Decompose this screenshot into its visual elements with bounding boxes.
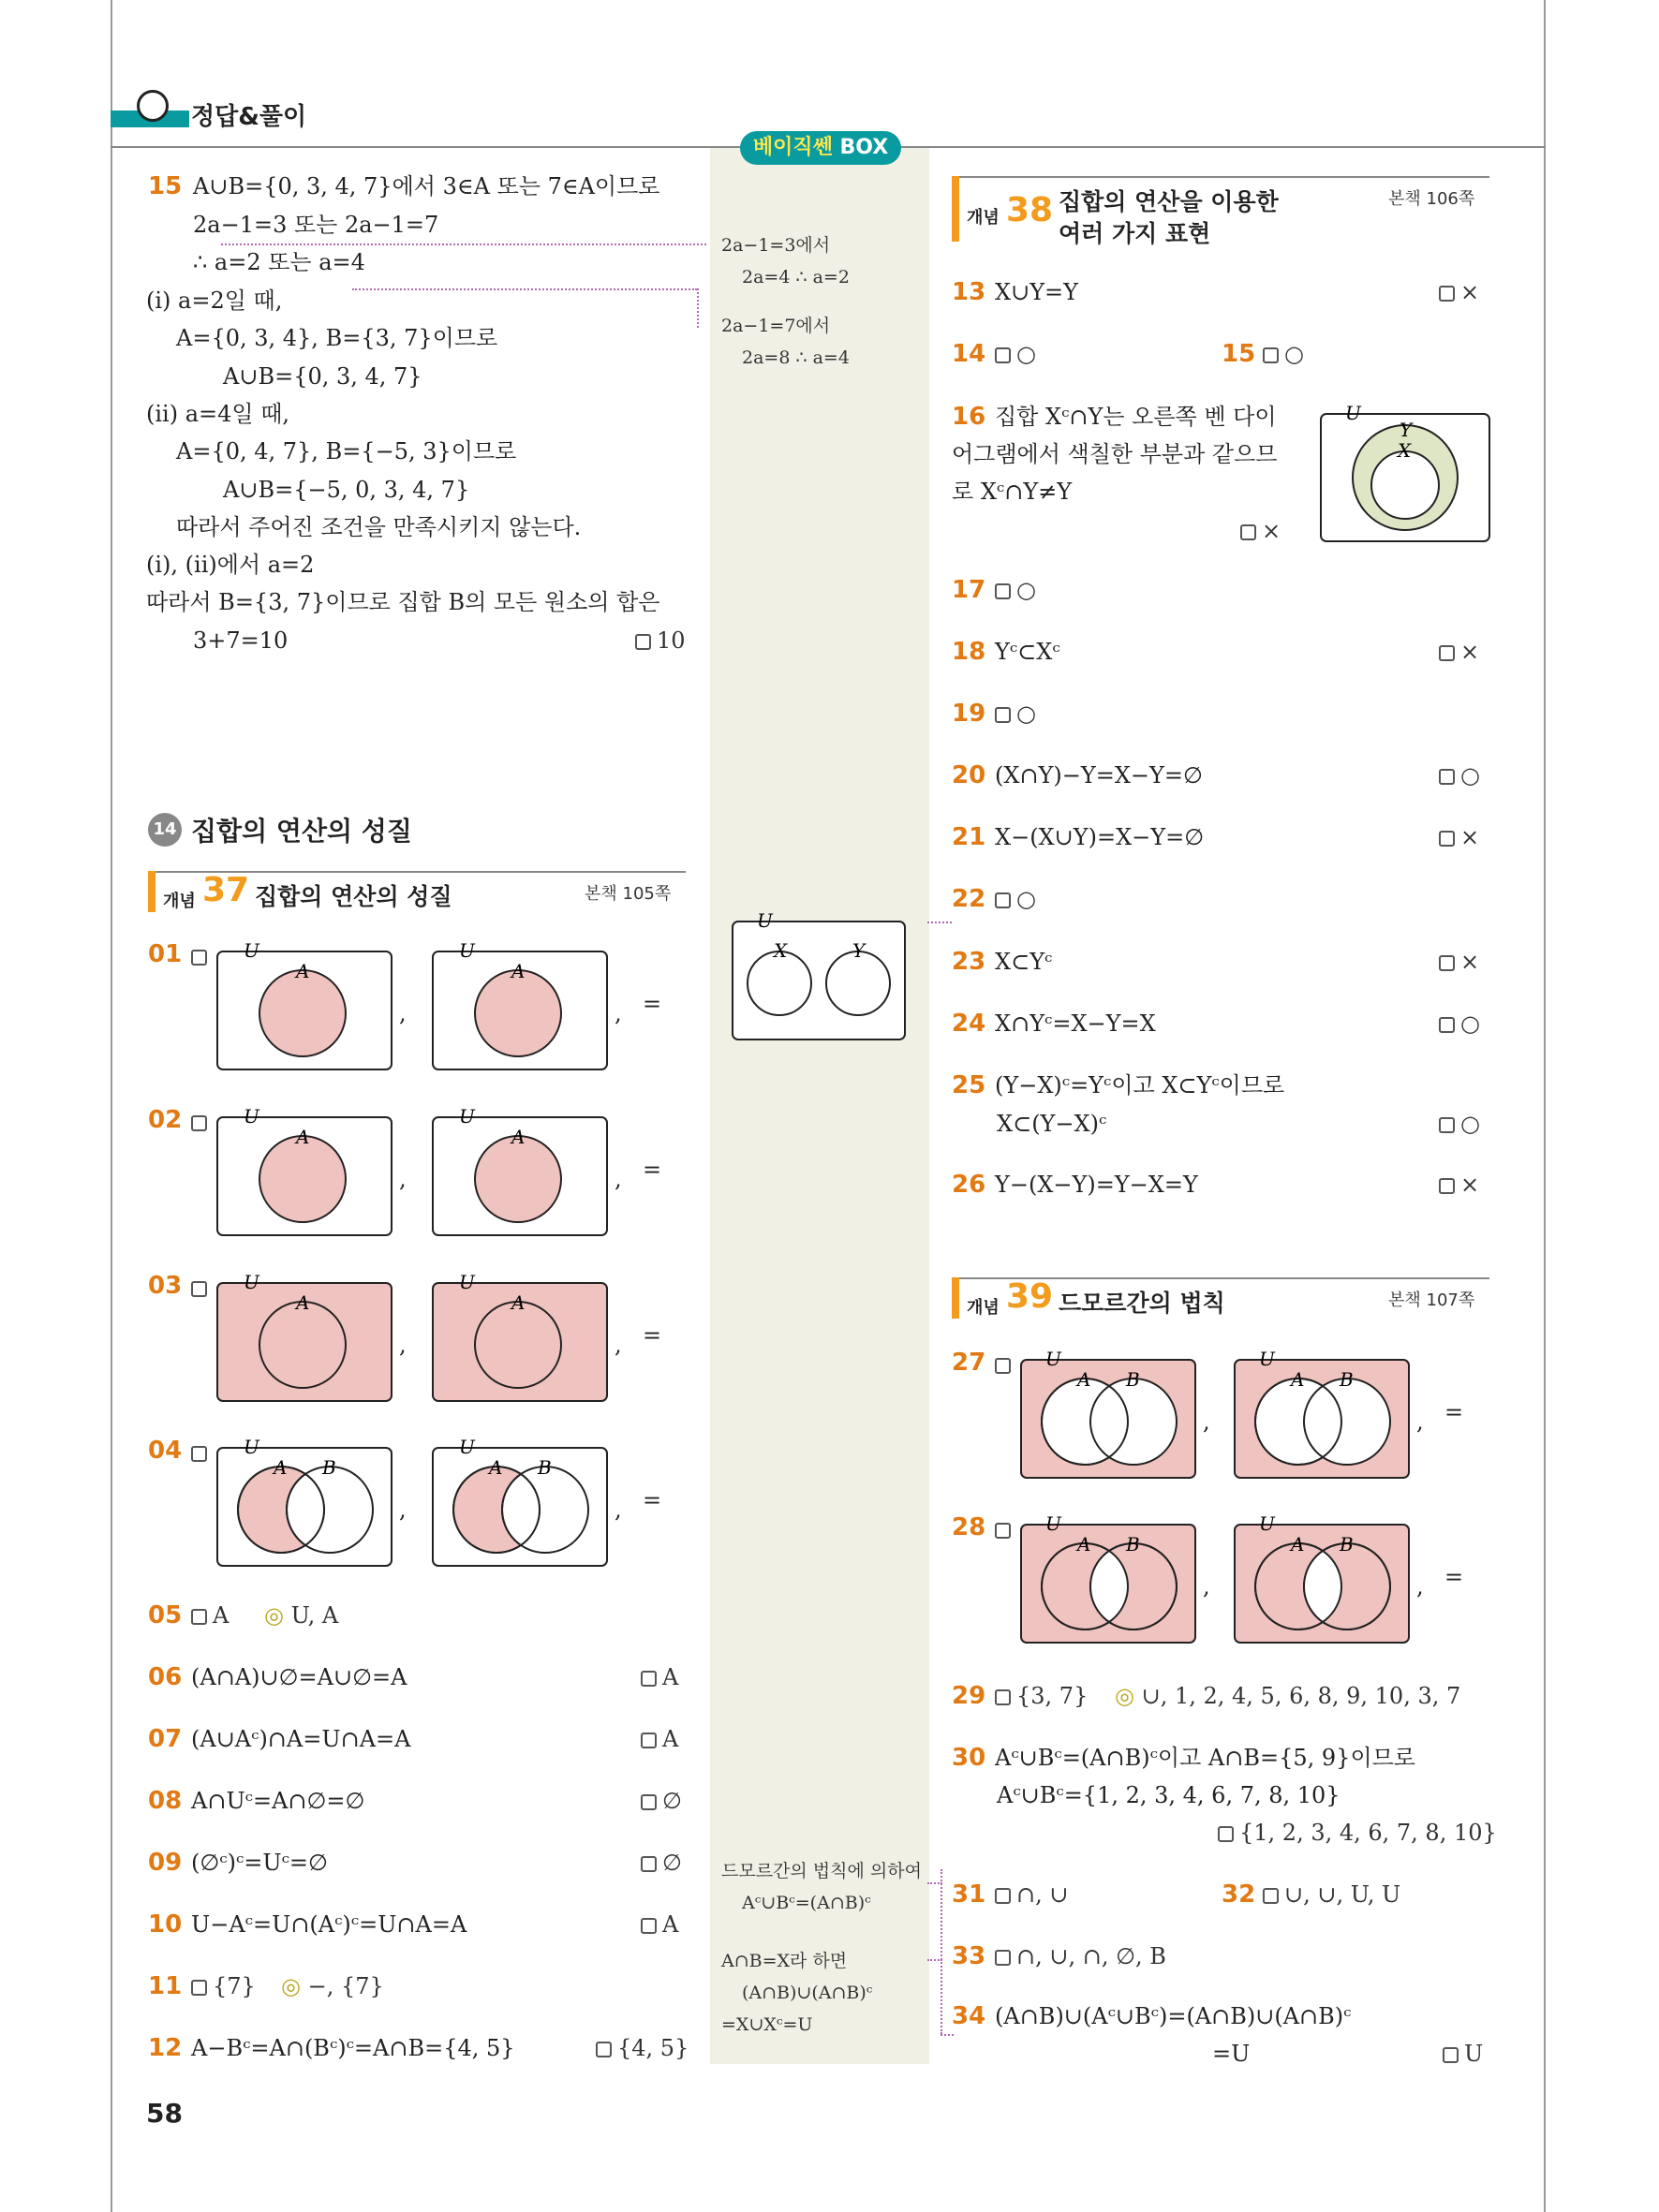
problem-number: 02 bbox=[148, 1106, 183, 1134]
venn-27-left bbox=[1021, 1348, 1195, 1478]
box-note: 2a=4 ∴ a=2 bbox=[742, 267, 850, 288]
answer bbox=[995, 340, 1036, 368]
venn-27-right bbox=[1235, 1348, 1409, 1478]
answer-text: {1, 2, 3, 4, 6, 7, 8, 10} bbox=[1239, 1820, 1497, 1846]
solution-line: A={0, 3, 4}, B={3, 7}이므로 bbox=[176, 325, 498, 351]
answer bbox=[191, 1972, 256, 2000]
solution-line: Aᶜ∪Bᶜ={1, 2, 3, 4, 6, 7, 8, 10} bbox=[997, 1782, 1341, 1808]
answer-icon bbox=[641, 1794, 657, 1810]
answer-icon bbox=[641, 1856, 657, 1872]
box-note: 드모르간의 법칙에 의하여 bbox=[721, 1861, 922, 1881]
answer-icon-holder bbox=[995, 1350, 1016, 1379]
comma: , bbox=[615, 1497, 622, 1523]
venn-label: U bbox=[244, 1436, 259, 1458]
answer-text: ∅ bbox=[662, 1850, 682, 1876]
solution-line: (ii) a=4일 때, bbox=[146, 401, 290, 427]
box-label-text: 베이직쎈 bbox=[752, 136, 833, 159]
concept-label: 개념 bbox=[163, 892, 196, 911]
answer bbox=[1439, 1171, 1479, 1199]
box-note: =X∪Xᶜ=U bbox=[721, 2014, 813, 2035]
venn-label: A bbox=[296, 1126, 310, 1148]
problem-number: 33 bbox=[952, 1942, 986, 1970]
target-text: U, A bbox=[290, 1602, 339, 1629]
solution-line: Yᶜ⊂Xᶜ bbox=[995, 639, 1060, 665]
answer bbox=[1439, 638, 1479, 666]
concept-bar bbox=[952, 176, 959, 242]
venn-label: A bbox=[1291, 1368, 1305, 1391]
answer-text: ○ bbox=[1016, 577, 1036, 603]
answer-icon bbox=[641, 1918, 657, 1934]
answer-text: × bbox=[1460, 279, 1480, 305]
solution-line: A∪B={−5, 0, 3, 4, 7} bbox=[223, 477, 470, 503]
answer-text: {4, 5} bbox=[617, 2035, 689, 2061]
answer bbox=[641, 1849, 682, 1877]
problem-number: 12 bbox=[148, 2034, 183, 2062]
solution-line: (X∩Y)−Y=X−Y=∅ bbox=[995, 762, 1203, 789]
answer-text: ∩, ∪ bbox=[1016, 1881, 1069, 1908]
venn-04-right bbox=[433, 1436, 607, 1566]
solution-line: X−(X∪Y)=X−Y=∅ bbox=[995, 824, 1205, 850]
target-icon: ◎ bbox=[264, 1602, 284, 1629]
answer bbox=[1439, 278, 1479, 306]
answer-icon bbox=[641, 1733, 657, 1748]
target-answer bbox=[1115, 1682, 1460, 1710]
answer-icon-holder bbox=[191, 942, 213, 970]
answer bbox=[1439, 948, 1479, 976]
venn-label: A bbox=[296, 1291, 310, 1314]
answer bbox=[641, 1663, 678, 1691]
comma: , bbox=[615, 1000, 622, 1026]
venn-label: U bbox=[244, 1105, 259, 1128]
concept-number: 37 bbox=[202, 871, 250, 909]
solution-line: X∩Yᶜ=X−Y=X bbox=[995, 1010, 1156, 1037]
answer-text: ○ bbox=[1016, 700, 1036, 727]
solution-line: Aᶜ∪Bᶜ=(A∩B)ᶜ이고 A∩B={5, 9}이므로 bbox=[995, 1745, 1415, 1771]
answer bbox=[1443, 2040, 1483, 2068]
concept-title: 여러 가지 표현 bbox=[1059, 220, 1211, 247]
problem-number: 06 bbox=[148, 1663, 183, 1691]
problem-number: 32 bbox=[1222, 1880, 1256, 1909]
answer-icon bbox=[995, 707, 1011, 723]
equals: = bbox=[643, 1157, 662, 1183]
answer-icon bbox=[1439, 1117, 1455, 1133]
box-label-box: BOX bbox=[839, 136, 889, 159]
answer-icon bbox=[191, 1609, 207, 1625]
answer-icon bbox=[995, 1888, 1011, 1904]
answer-text: ○ bbox=[1460, 762, 1480, 789]
problem-number: 13 bbox=[952, 278, 986, 306]
solution-line: X⊂Yᶜ bbox=[995, 949, 1053, 975]
answer-icon bbox=[995, 1689, 1011, 1705]
venn-label: U bbox=[459, 1105, 475, 1128]
answer-icon-holder bbox=[191, 1274, 213, 1302]
answer-icon-holder bbox=[995, 1515, 1016, 1543]
box-note: 2a−1=3에서 bbox=[721, 235, 831, 256]
problem-number: 03 bbox=[148, 1272, 183, 1300]
answer-icon-holder bbox=[191, 1438, 213, 1467]
venn-01-right bbox=[433, 939, 607, 1069]
target-answer bbox=[281, 1972, 384, 2000]
answer-icon bbox=[1439, 645, 1455, 661]
venn-02-right bbox=[433, 1105, 607, 1235]
problem-number: 15 bbox=[1222, 340, 1256, 368]
venn-label: B bbox=[1340, 1533, 1354, 1556]
solution-line: A={0, 4, 7}, B={−5, 3}이므로 bbox=[176, 438, 517, 465]
answer bbox=[995, 1880, 1068, 1909]
answer-text: ∩, ∪, ∩, ∅, B bbox=[1016, 1943, 1166, 1969]
answer-icon-holder bbox=[191, 1108, 213, 1136]
problem-number: 34 bbox=[952, 2002, 986, 2030]
answer-icon bbox=[1439, 831, 1455, 847]
problem-number: 24 bbox=[952, 1010, 986, 1038]
answer-text: A bbox=[662, 1911, 679, 1938]
venn-label: B bbox=[322, 1456, 336, 1479]
solution-line: 따라서 주어진 조건을 만족시키지 않는다. bbox=[176, 514, 582, 540]
solution-line: A−Bᶜ=A∩(Bᶜ)ᶜ=A∩B={4, 5} bbox=[191, 2035, 515, 2061]
venn-label: U bbox=[1259, 1512, 1275, 1535]
answer bbox=[995, 576, 1036, 604]
comma: , bbox=[1416, 1573, 1424, 1600]
concept-title: 집합의 연산의 성질 bbox=[255, 883, 452, 910]
answer-icon bbox=[995, 583, 1011, 599]
solution-line: ∴ a=2 또는 a=4 bbox=[193, 249, 365, 275]
answer-text: × bbox=[1460, 824, 1480, 850]
answer-text: A bbox=[662, 1664, 679, 1690]
problem-number: 04 bbox=[148, 1437, 183, 1465]
equals: = bbox=[1444, 1399, 1464, 1425]
answer-icon bbox=[1439, 955, 1455, 971]
answer bbox=[641, 1725, 678, 1753]
venn-label: B bbox=[1126, 1368, 1140, 1391]
target-answer bbox=[264, 1601, 338, 1630]
answer-text: A bbox=[213, 1602, 230, 1629]
venn-label: B bbox=[538, 1456, 552, 1479]
venn-label: A bbox=[274, 1456, 288, 1479]
comma: , bbox=[1203, 1408, 1210, 1435]
comma: , bbox=[399, 1497, 407, 1523]
problem-number: 25 bbox=[952, 1071, 986, 1099]
solution-line: (A∩A)∪∅=A∪∅=A bbox=[191, 1664, 407, 1690]
connector-line bbox=[927, 1882, 942, 1884]
solution-line: X∪Y=Y bbox=[995, 279, 1078, 305]
venn-label: U bbox=[244, 939, 259, 962]
venn-label: X bbox=[1398, 439, 1412, 462]
book-reference: 본책 107쪽 bbox=[1388, 1290, 1475, 1310]
answer-text: 10 bbox=[657, 627, 686, 654]
solution-line: 따라서 B={3, 7}이므로 집합 B의 모든 원소의 합은 bbox=[146, 589, 660, 615]
solution-line: A∩Uᶜ=A∩∅=∅ bbox=[191, 1788, 365, 1814]
answer-text: ○ bbox=[1460, 1111, 1480, 1137]
venn-28-right bbox=[1235, 1512, 1409, 1643]
problem-number: 07 bbox=[148, 1725, 183, 1753]
problem-number: 27 bbox=[952, 1349, 986, 1377]
venn-label: U bbox=[1045, 1348, 1061, 1370]
concept-title: 집합의 연산을 이용한 bbox=[1059, 188, 1279, 215]
problem-number: 30 bbox=[952, 1744, 986, 1772]
answer bbox=[1263, 340, 1304, 368]
concept-rule bbox=[952, 176, 1489, 178]
answer-text: A bbox=[662, 1726, 679, 1752]
answer-text: × bbox=[1460, 1172, 1480, 1198]
solution-line: (A∩B)∪(Aᶜ∪Bᶜ)=(A∩B)∪(A∩B)ᶜ bbox=[995, 2003, 1352, 2029]
problem-number: 14 bbox=[952, 340, 986, 368]
concept-number: 38 bbox=[1006, 191, 1054, 229]
comma: , bbox=[615, 1166, 622, 1192]
venn-label: A bbox=[1077, 1368, 1091, 1391]
solution-line: (∅ᶜ)ᶜ=Uᶜ=∅ bbox=[191, 1850, 328, 1876]
concept-number: 39 bbox=[1006, 1277, 1054, 1316]
answer bbox=[641, 1910, 678, 1939]
problem-number: 29 bbox=[952, 1682, 986, 1710]
answer-text: {3, 7} bbox=[1016, 1683, 1089, 1709]
venn-label: A bbox=[511, 1126, 526, 1148]
comma: , bbox=[615, 1332, 622, 1358]
venn-01-left bbox=[217, 939, 392, 1069]
solution-line: U−Aᶜ=U∩(Aᶜ)ᶜ=U∩A=A bbox=[191, 1911, 467, 1938]
problem-number: 18 bbox=[952, 638, 986, 666]
problem-number: 26 bbox=[952, 1171, 986, 1199]
venn-box-disjoint bbox=[733, 909, 905, 1040]
solution-line: 3+7=10 bbox=[193, 627, 289, 654]
solution-line: 어그램에서 색칠한 부분과 같으므 bbox=[952, 441, 1278, 467]
answer-icon bbox=[191, 1446, 207, 1462]
venn-label: A bbox=[296, 960, 310, 982]
page-number: 58 bbox=[146, 2098, 183, 2129]
book-reference: 본책 106쪽 bbox=[1388, 189, 1475, 209]
answer bbox=[1439, 1010, 1480, 1038]
concept-header bbox=[952, 1277, 1489, 1326]
problem-number: 09 bbox=[148, 1849, 183, 1877]
answer bbox=[995, 700, 1036, 728]
venn-label: U bbox=[459, 939, 475, 962]
connector-line bbox=[927, 922, 952, 923]
venn-label: B bbox=[1126, 1533, 1140, 1556]
solution-line: 2a−1=3 또는 2a−1=7 bbox=[193, 212, 439, 238]
target-text: −, {7} bbox=[307, 1973, 384, 1999]
solution-line: A∪B={0, 3, 4, 7} bbox=[223, 363, 422, 390]
section-badge: 14 bbox=[148, 813, 182, 847]
solution-line: 집합 Xᶜ∩Y는 오른쪽 벤 다이 bbox=[995, 404, 1277, 430]
target-icon: ◎ bbox=[281, 1973, 301, 1999]
answer-icon bbox=[995, 347, 1011, 363]
solution-line: (i) a=2일 때, bbox=[146, 288, 283, 314]
venn-03-right bbox=[433, 1271, 607, 1401]
box-note: Aᶜ∪Bᶜ=(A∩B)ᶜ bbox=[742, 1893, 871, 1913]
solution-line: (A∪Aᶜ)∩A=U∩A=A bbox=[191, 1726, 411, 1752]
problem-number: 21 bbox=[952, 823, 986, 851]
answer bbox=[191, 1601, 229, 1630]
answer-icon bbox=[995, 892, 1011, 908]
box-note: 2a−1=7에서 bbox=[721, 316, 831, 336]
venn-label: Y bbox=[852, 939, 866, 962]
answer-icon bbox=[1218, 1826, 1234, 1842]
venn-label: A bbox=[511, 960, 526, 982]
venn-label: U bbox=[1345, 402, 1361, 424]
comma: , bbox=[399, 1166, 407, 1192]
problem-number: 15 bbox=[148, 172, 183, 200]
book-reference: 본책 105쪽 bbox=[585, 884, 672, 904]
answer bbox=[995, 885, 1036, 913]
answer-icon bbox=[191, 1980, 207, 1996]
venn-label: U bbox=[1045, 1512, 1061, 1535]
answer-icon bbox=[995, 1358, 1011, 1374]
answer bbox=[641, 1787, 682, 1815]
venn-03-left bbox=[217, 1271, 392, 1401]
equals: = bbox=[643, 991, 662, 1017]
answer-icon bbox=[995, 1950, 1011, 1966]
answer-text: ∅ bbox=[662, 1788, 682, 1814]
header-title: 정답&풀이 bbox=[191, 103, 307, 131]
answer-text: {7} bbox=[213, 1973, 256, 1999]
answer bbox=[1218, 1819, 1497, 1847]
answer-icon bbox=[1443, 2047, 1459, 2063]
problem-number: 05 bbox=[148, 1601, 183, 1630]
problem-number: 23 bbox=[952, 948, 986, 976]
answer-text: ○ bbox=[1016, 886, 1036, 912]
venn-28-left bbox=[1021, 1512, 1195, 1643]
concept-bar bbox=[952, 1277, 959, 1319]
answer-text: U bbox=[1464, 2041, 1484, 2067]
problem-number: 11 bbox=[148, 1972, 183, 2000]
venn-label: U bbox=[757, 909, 773, 932]
comma: , bbox=[1416, 1408, 1424, 1435]
problem-number: 20 bbox=[952, 761, 986, 789]
comma: , bbox=[399, 1332, 407, 1358]
equals: = bbox=[643, 1487, 662, 1513]
connector-line bbox=[941, 2034, 954, 2036]
answer bbox=[1439, 1110, 1480, 1138]
venn-label: U bbox=[1259, 1348, 1275, 1370]
venn-04-left bbox=[217, 1436, 392, 1566]
answer-icon bbox=[191, 1281, 207, 1297]
equals: = bbox=[643, 1322, 662, 1349]
box-note: (A∩B)∪(A∩B)ᶜ bbox=[742, 1983, 873, 2003]
answer-icon bbox=[995, 1523, 1011, 1539]
solution-line: (i), (ii)에서 a=2 bbox=[146, 552, 315, 578]
answer-icon bbox=[1240, 524, 1256, 540]
solution-line: X⊂(Y−X)ᶜ bbox=[997, 1111, 1107, 1137]
target-text: ∪, 1, 2, 4, 5, 6, 8, 9, 10, 3, 7 bbox=[1141, 1683, 1461, 1709]
answer bbox=[995, 1682, 1088, 1710]
concept-title: 드모르간의 법칙 bbox=[1059, 1290, 1225, 1317]
answer bbox=[596, 2034, 689, 2062]
problem-number: 17 bbox=[952, 576, 986, 604]
venn-label: U bbox=[459, 1436, 475, 1458]
venn-label: A bbox=[1077, 1533, 1091, 1556]
connector-line bbox=[927, 1959, 942, 1961]
concept-label: 개념 bbox=[967, 1298, 1000, 1318]
problem-number: 16 bbox=[952, 403, 986, 431]
target-icon: ◎ bbox=[1115, 1683, 1134, 1709]
answer-icon bbox=[191, 950, 207, 966]
answer-icon bbox=[191, 1115, 207, 1131]
answer-icon bbox=[1439, 286, 1455, 302]
problem-number: 19 bbox=[952, 700, 986, 728]
answer-icon bbox=[1263, 347, 1279, 363]
section-title: 집합의 연산의 성질 bbox=[191, 816, 412, 847]
solution-line: =U bbox=[1212, 2041, 1251, 2067]
answer-icon bbox=[641, 1671, 657, 1687]
answer bbox=[995, 1942, 1166, 1970]
answer-icon bbox=[1439, 769, 1455, 785]
venn-label: A bbox=[511, 1291, 526, 1314]
venn-16 bbox=[1321, 402, 1489, 541]
answer-text: ∪, ∪, U, U bbox=[1284, 1881, 1401, 1908]
problem-number: 22 bbox=[952, 885, 986, 913]
solution-line: Y−(X−Y)=Y−X=Y bbox=[995, 1172, 1198, 1198]
equals: = bbox=[1444, 1564, 1464, 1590]
venn-label: B bbox=[1340, 1368, 1354, 1391]
answer-text: ○ bbox=[1284, 341, 1304, 367]
box-note: 2a=8 ∴ a=4 bbox=[742, 347, 850, 368]
solution-line: A∪B={0, 3, 4, 7}에서 3∈A 또는 7∈A이므로 bbox=[193, 173, 660, 199]
answer-text: ○ bbox=[1460, 1010, 1480, 1037]
solution-line: 로 Xᶜ∩Y≠Y bbox=[952, 479, 1073, 505]
problem-number: 10 bbox=[148, 1910, 183, 1939]
venn-label: U bbox=[244, 1271, 259, 1293]
answer bbox=[1439, 761, 1480, 789]
problem-number: 28 bbox=[952, 1513, 986, 1541]
box-note: A∩B=X라 하면 bbox=[721, 1951, 848, 1971]
answer-icon bbox=[596, 2042, 612, 2057]
answer-text: ○ bbox=[1016, 341, 1036, 367]
problem-number: 31 bbox=[952, 1880, 986, 1909]
concept-label: 개념 bbox=[967, 208, 1000, 228]
answer-icon bbox=[1263, 1888, 1279, 1904]
comma: , bbox=[399, 1000, 407, 1026]
venn-label: A bbox=[1291, 1533, 1305, 1556]
venn-02-left bbox=[217, 1105, 392, 1235]
comma: , bbox=[1203, 1573, 1210, 1600]
problem-number: 01 bbox=[148, 940, 183, 968]
answer-text: × bbox=[1460, 639, 1480, 665]
answer-text: × bbox=[1460, 949, 1480, 975]
connector-line bbox=[941, 1869, 942, 2034]
answer bbox=[1263, 1880, 1400, 1909]
answer-icon bbox=[1439, 1017, 1455, 1033]
venn-label: X bbox=[774, 939, 788, 962]
concept-header bbox=[952, 176, 1489, 245]
venn-label: U bbox=[459, 1271, 475, 1293]
answer bbox=[1240, 517, 1281, 545]
problem-number: 08 bbox=[148, 1787, 183, 1815]
venn-label: Y bbox=[1400, 419, 1413, 441]
answer bbox=[1439, 823, 1479, 851]
venn-label: A bbox=[489, 1456, 503, 1479]
answer-icon bbox=[1439, 1178, 1455, 1194]
answer-text: × bbox=[1262, 518, 1281, 544]
solution-line: (Y−X)ᶜ=Yᶜ이고 X⊂Yᶜ이므로 bbox=[995, 1072, 1285, 1099]
